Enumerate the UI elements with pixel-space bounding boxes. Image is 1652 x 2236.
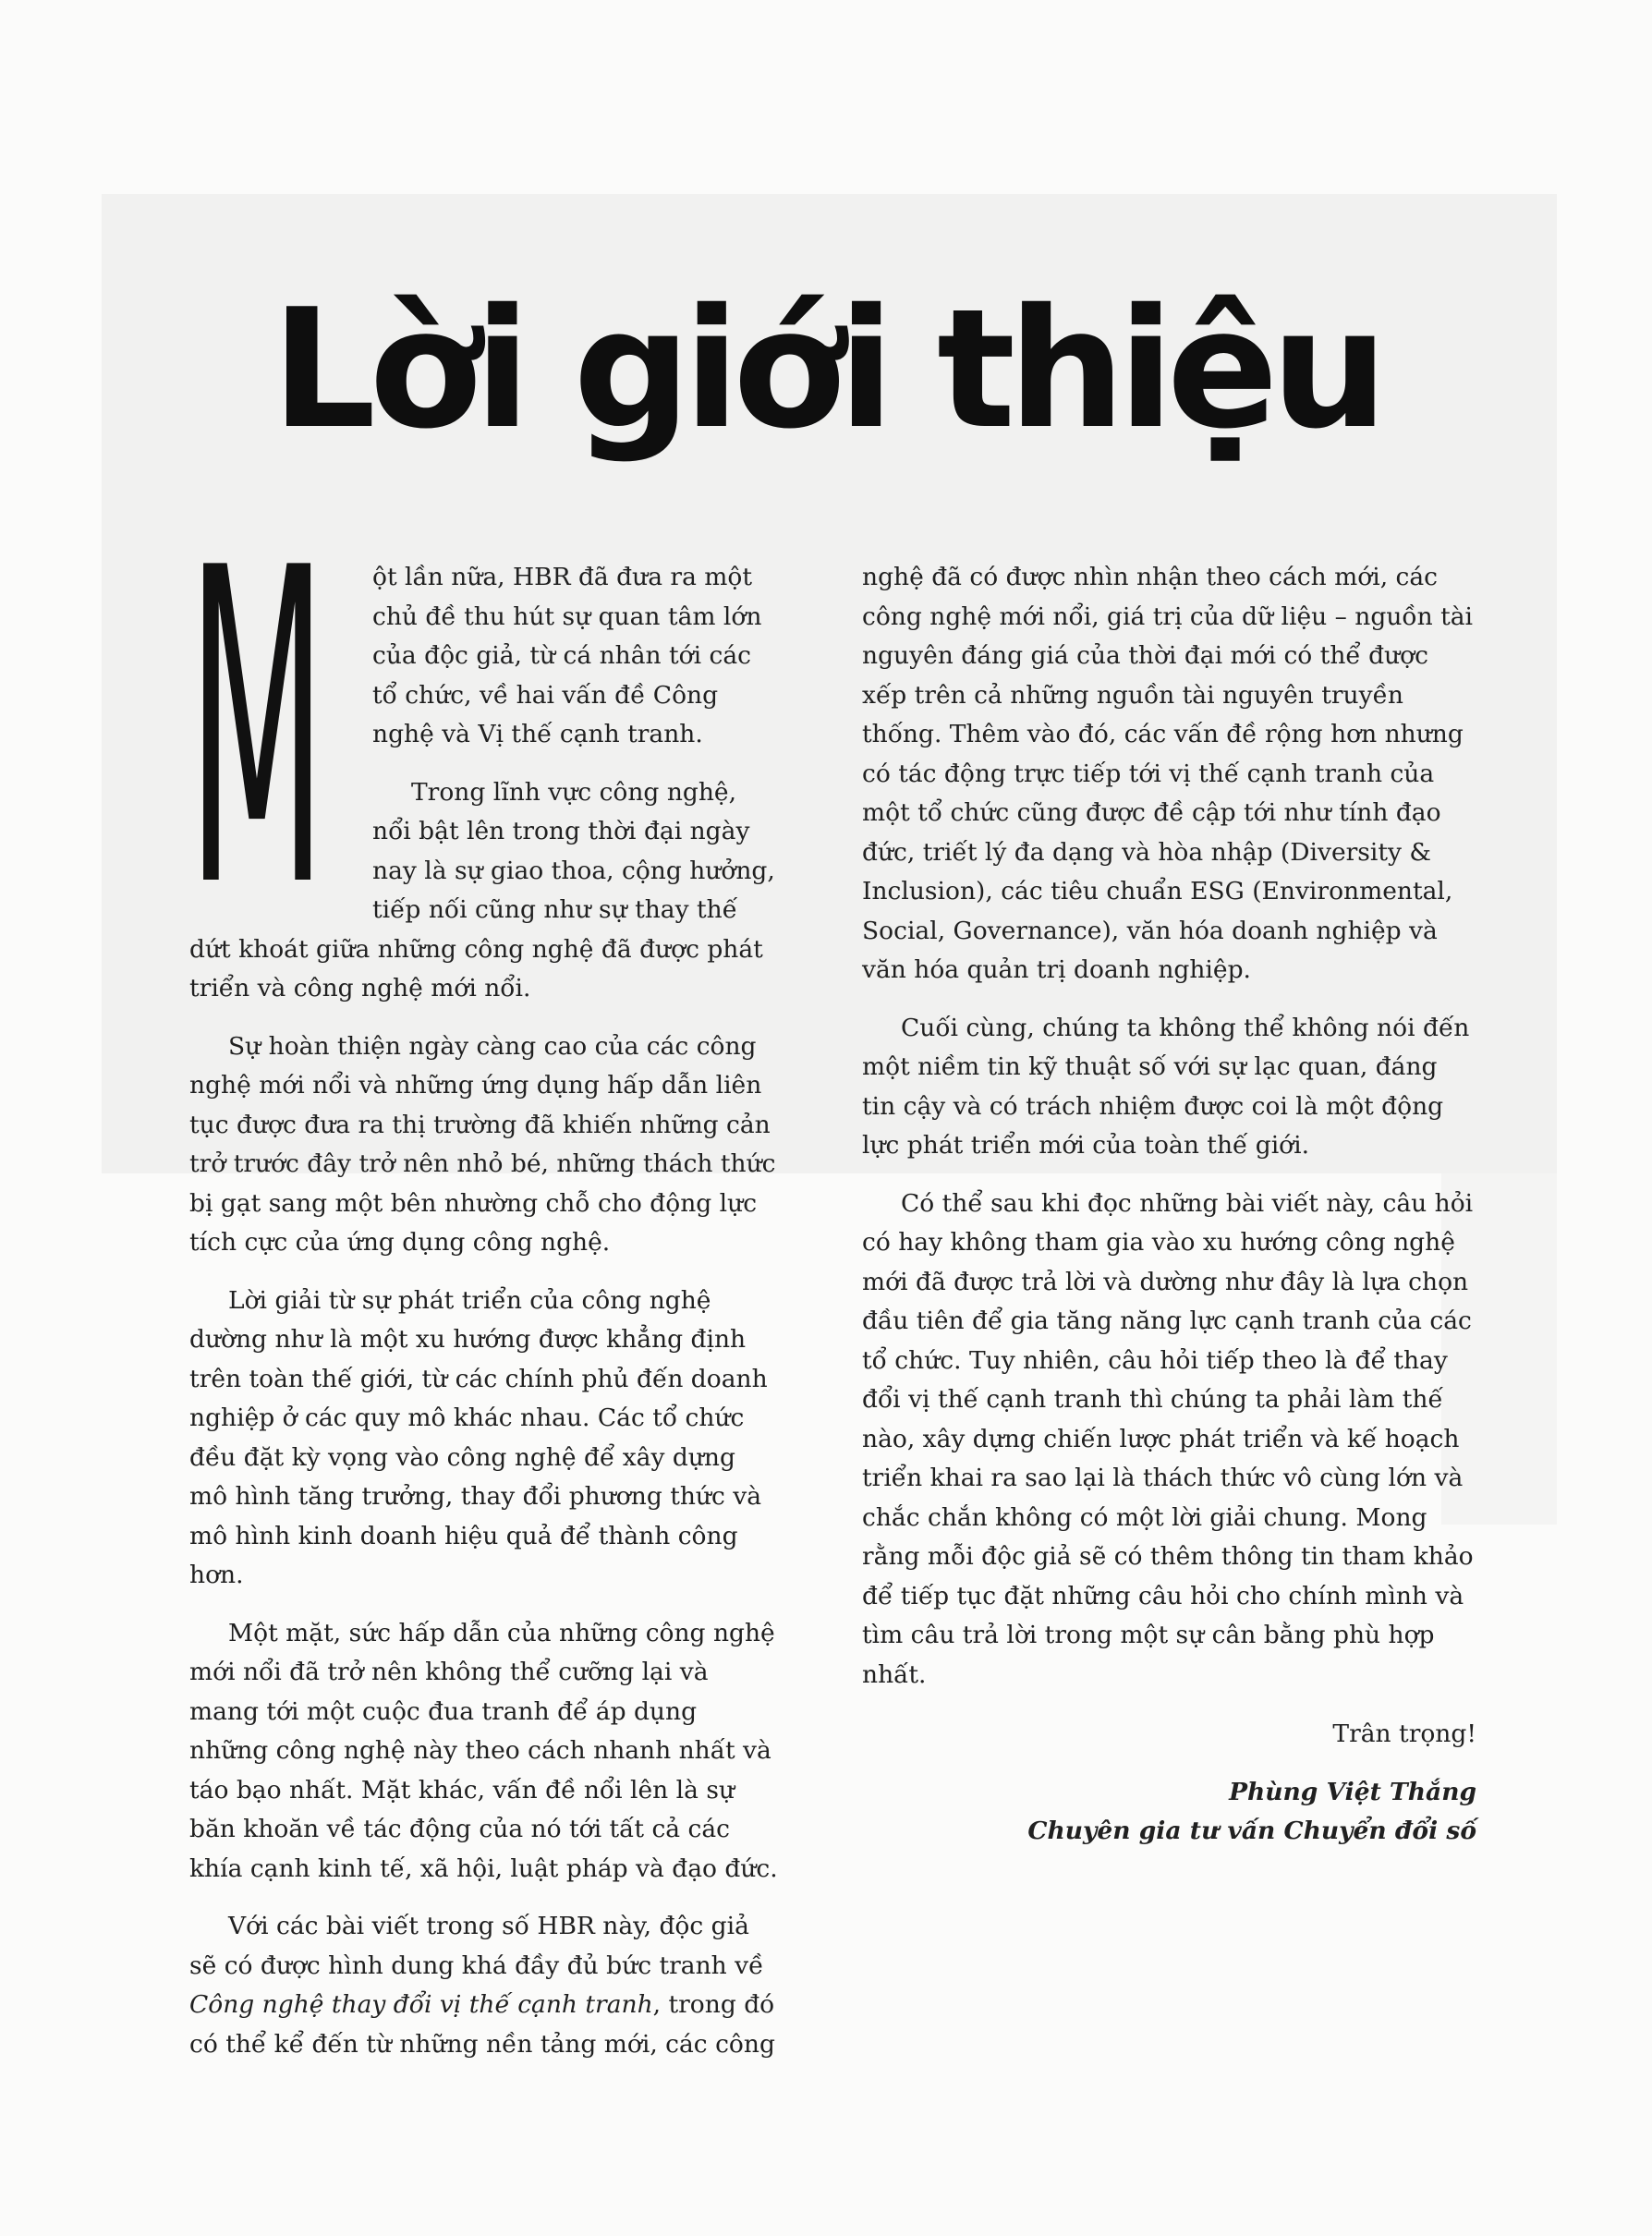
paragraph-3: Sự hoàn thiện ngày càng cao của các công nghệ mới nổi và những ứng dụng hấp dẫn liên tục được đưa ra thị trường đã khiến những cản trở trước đây trở nên nhỏ bé, những thách thức bị gạt sang một bên nhường chỗ cho động lực tích cực của ứng dụng công nghệ. (189, 1031, 776, 1257)
dropcap (188, 477, 372, 982)
paragraph-9: Có thể sau khi đọc những bài viết này, câu hỏi có hay không tham gia vào xu hướng công nghệ mới đã được trả lời và dường như đây là lựa chọn đầu tiên để gia tăng năng lực cạnh tranh của các tổ chức. Tuy nhiên, câu hỏi tiếp theo là để thay đổi vị thế cạnh tranh thì chúng ta phải làm thế nào, xây dựng chiến lược phát triển và kế hoạch triển khai ra sao lại là thách thức vô cùng lớn và chắc chắn không có một lời giải chung. Mong rằng mỗi độc giả sẽ có thêm thông tin tham khảo để tiếp tục đặt những câu hỏi cho chính mình và tìm câu trả lời trong một sự cân bằng phù hợp nhất. (862, 1188, 1474, 1689)
paragraph-2: Trong lĩnh vực công nghệ, nổi bật lên trong thời đại ngày nay là sự giao thoa, cộng hưởng, tiếp nối cũng như sự thay thế dứt khoát giữa những công nghệ đã được phát triển và công nghệ mới nổi. (189, 777, 775, 1003)
paragraph-5: Một mặt, sức hấp dẫn của những công nghệ mới nổi đã trở nên không thể cưỡng lại và mang tới một cuộc đua tranh để áp dụng những công nghệ này theo cách nhanh nhất và táo bạo nhất. Mặt khác, vấn đề nổi lên là sự băn khoăn về tác động của nó tới tất cả các khía cạnh kinh tế, xã hội, luật pháp và đạo đức. (189, 1618, 778, 1883)
paragraph-4: Lời giải từ sự phát triển của công nghệ dường như là một xu hướng được khẳng định trên toàn thế giới, từ các chính phủ đến doanh nghiệp ở các quy mô khác nhau. Các tổ chức đều đặt kỳ vọng vào công nghệ để xây dựng mô hình tăng trưởng, thay đổi phương thức và mô hình kinh doanh hiệu quả để thành công hơn. (189, 1285, 768, 1589)
paragraph-1-text: ột lần nữa, HBR đã đưa ra một chủ đề thu hút sự quan tâm lớn của độc giả, từ cá nhân tới các tổ chức, về hai vấn đề Công nghệ và Vị thế cạnh tranh. (372, 563, 762, 748)
paragraph-6-italic: Công nghệ thay đổi vị thế cạnh tranh (189, 1990, 653, 2019)
paragraph-7: nghệ đã có được nhìn nhận theo cách mới, các công nghệ mới nổi, giá trị của dữ liệu – nguồn tài nguyên đáng giá của thời đại mới có thể được xếp trên cả những nguồn tài nguyên truyền thống. Thêm vào đó, các vấn đề rộng hơn nhưng có tác động trực tiếp tới vị thế cạnh tranh của một tổ chức cũng được đề cập tới như tính đạo đức, triết lý đa dạng và hòa nhập (Diversity & Inclusion), các tiêu chuẩn ESG (Environmental, Social, Governance), văn hóa doanh nghiệp và văn hóa quản trị doanh nghiệp. (862, 563, 1474, 984)
paragraph-8: Cuối cùng, chúng ta không thể không nói đến một niềm tin kỹ thuật số với sự lạc quan, đáng tin cậy và có trách nhiệm được coi là một động lực phát triển mới của toàn thế giới. (862, 1013, 1470, 1160)
left-column (188, 477, 781, 2083)
signoff: Trân trọng! (1332, 1720, 1476, 1748)
paragraph-6-start: Với các bài viết trong số HBR này, độc giả sẽ có được hình dung khá đầy đủ bức tranh về (189, 1912, 764, 1980)
right-column (862, 558, 1476, 1852)
dropcap-letter: M (188, 477, 327, 982)
author-title: Chuyên gia tư vấn Chuyển đổi số (1027, 1817, 1476, 1845)
paragraph-6 (189, 1907, 781, 2064)
author-name: Phùng Việt Thắng (1229, 1777, 1476, 1806)
paragraph-6-end: , trong đó có thể kể đến từ những nền tảng mới, các công (189, 1990, 775, 2059)
page-title: Lời giới thiệu (271, 273, 1381, 465)
